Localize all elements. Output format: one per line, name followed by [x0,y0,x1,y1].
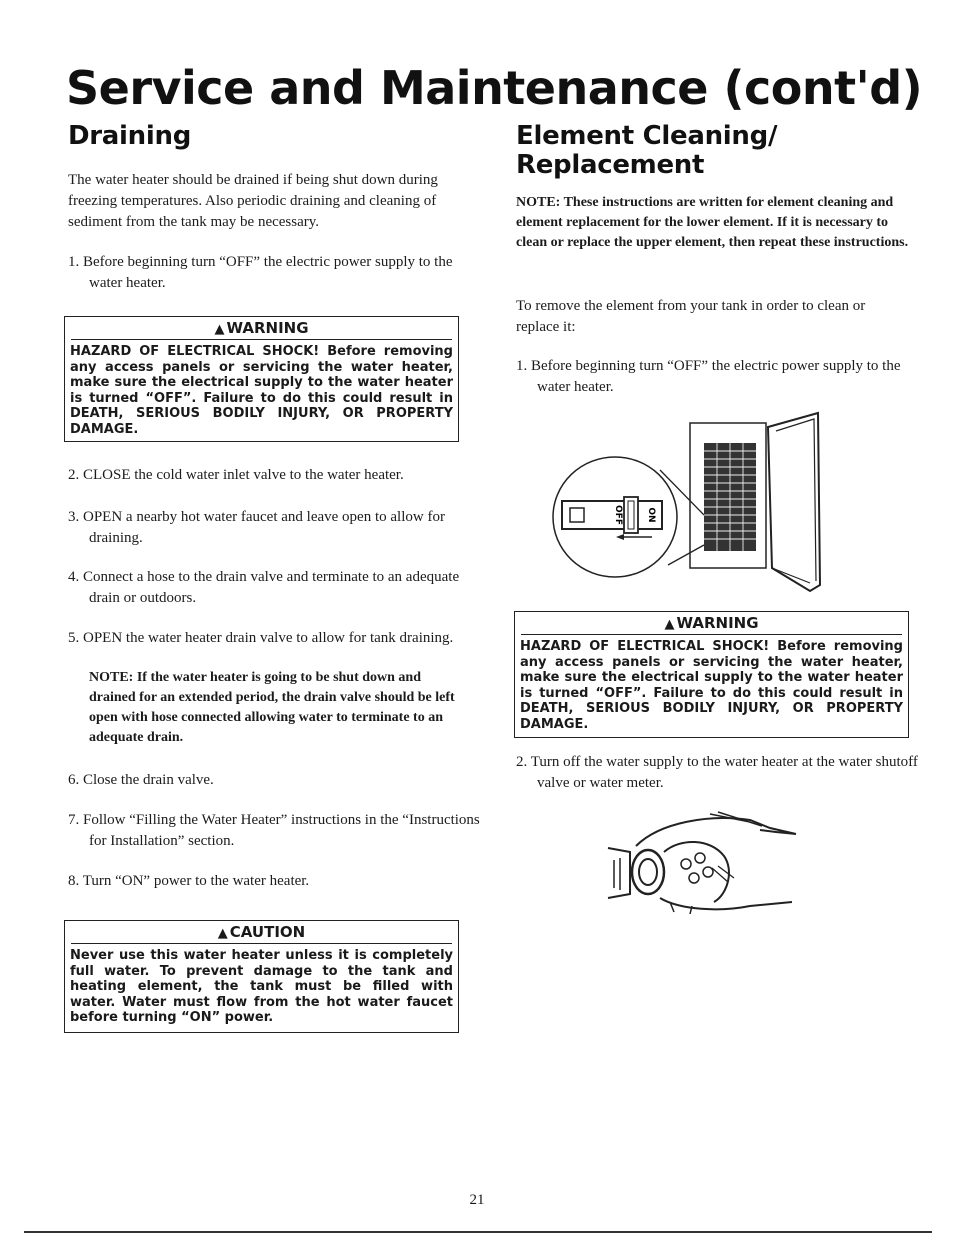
page-number: 21 [469,1192,485,1208]
footer-rule [24,1231,932,1233]
caution-header: ▲ CAUTION [71,921,452,944]
warning-text: HAZARD OF ELECTRICAL SHOCK! Before removing any access panels or servicing the water heater, make sure the electrical supply to the water heater is turned “OFF”. Failure to do this could result in DEATH, SERIOUS BODILY INJURY, OR PROPERTY DAMAGE. [70,344,453,437]
draining-step-2: 2. CLOSE the cold water inlet valve to the water heater. [68,467,404,483]
draining-step-6: 6. Close the drain valve. [68,772,214,788]
warning-triangle-icon: ▲ [214,322,225,337]
draining-step-8: 8. Turn “ON” power to the water heater. [68,873,310,889]
element-step-2: 2. Turn off the water supply to the water heater at the water shutoff valve or water meter. [516,754,918,791]
draining-step-4: 4. Connect a hose to the drain valve and terminate to an adequate drain or outdoors. [68,569,460,606]
element-heading: Element Cleaning/ Replacement [516,121,778,180]
element-step-1: 1. Before beginning turn “OFF” the electric power supply to the water heater. [516,358,901,395]
draining-caution-box [64,920,459,1033]
element-warning-box [514,611,909,738]
valve-hand-illustration [600,808,810,920]
draining-step-5-note: NOTE: If the water heater is going to be shut down and drained for an extended period, the drain valve should be left open with hose connected allowing water to terminate to an adequate drain. [89,670,455,745]
element-note: NOTE: These instructions are written for element cleaning and element replacement for the lower element. If it is necessary to clean or replace the upper element, then repeat these instructions. [516,195,909,250]
breaker-off-label: OFF [613,505,623,525]
warning-triangle-icon: ▲ [664,617,675,632]
draining-step-7: 7. Follow “Filling the Water Heater” instructions in the “Instructions for Installation” section. [68,812,480,849]
warning-text: HAZARD OF ELECTRICAL SHOCK! Before removing any access panels or servicing the water heater, make sure the electrical supply to the water heater is turned “OFF”. Failure to do this could result in DEATH, SERIOUS BODILY INJURY, OR PROPERTY DAMAGE. [520,639,903,732]
warning-header: ▲ WARNING [71,317,452,340]
page-title: Service and Maintenance (cont'd) [66,61,923,115]
warning-header: ▲ WARNING [521,612,902,635]
draining-intro: The water heater should be drained if being shut down during freezing temperatures. Also periodic draining and cleaning of sediment from the tank may be necessary. [68,172,438,230]
breaker-on-label: ON [646,507,656,523]
element-intro: To remove the element from your tank in order to clean or replace it: [516,298,866,335]
breaker-panel-illustration [540,405,840,605]
warning-triangle-icon: ▲ [217,926,228,941]
draining-heading: Draining [68,121,192,151]
breaker-grid [704,443,756,551]
draining-step-5: 5. OPEN the water heater drain valve to allow for tank draining. [68,630,454,646]
caution-text: Never use this water heater unless it is completely full water. To prevent damage to the tank and heating element, the tank must be filled with water. Water must flow from the hot water faucet before turning “ON” power. [70,948,453,1026]
draining-step-3: 3. OPEN a nearby hot water faucet and leave open to allow for draining. [68,509,445,546]
draining-step-1: 1. Before beginning turn “OFF” the electric power supply to the water heater. [68,254,453,291]
draining-warning-box [64,316,459,442]
